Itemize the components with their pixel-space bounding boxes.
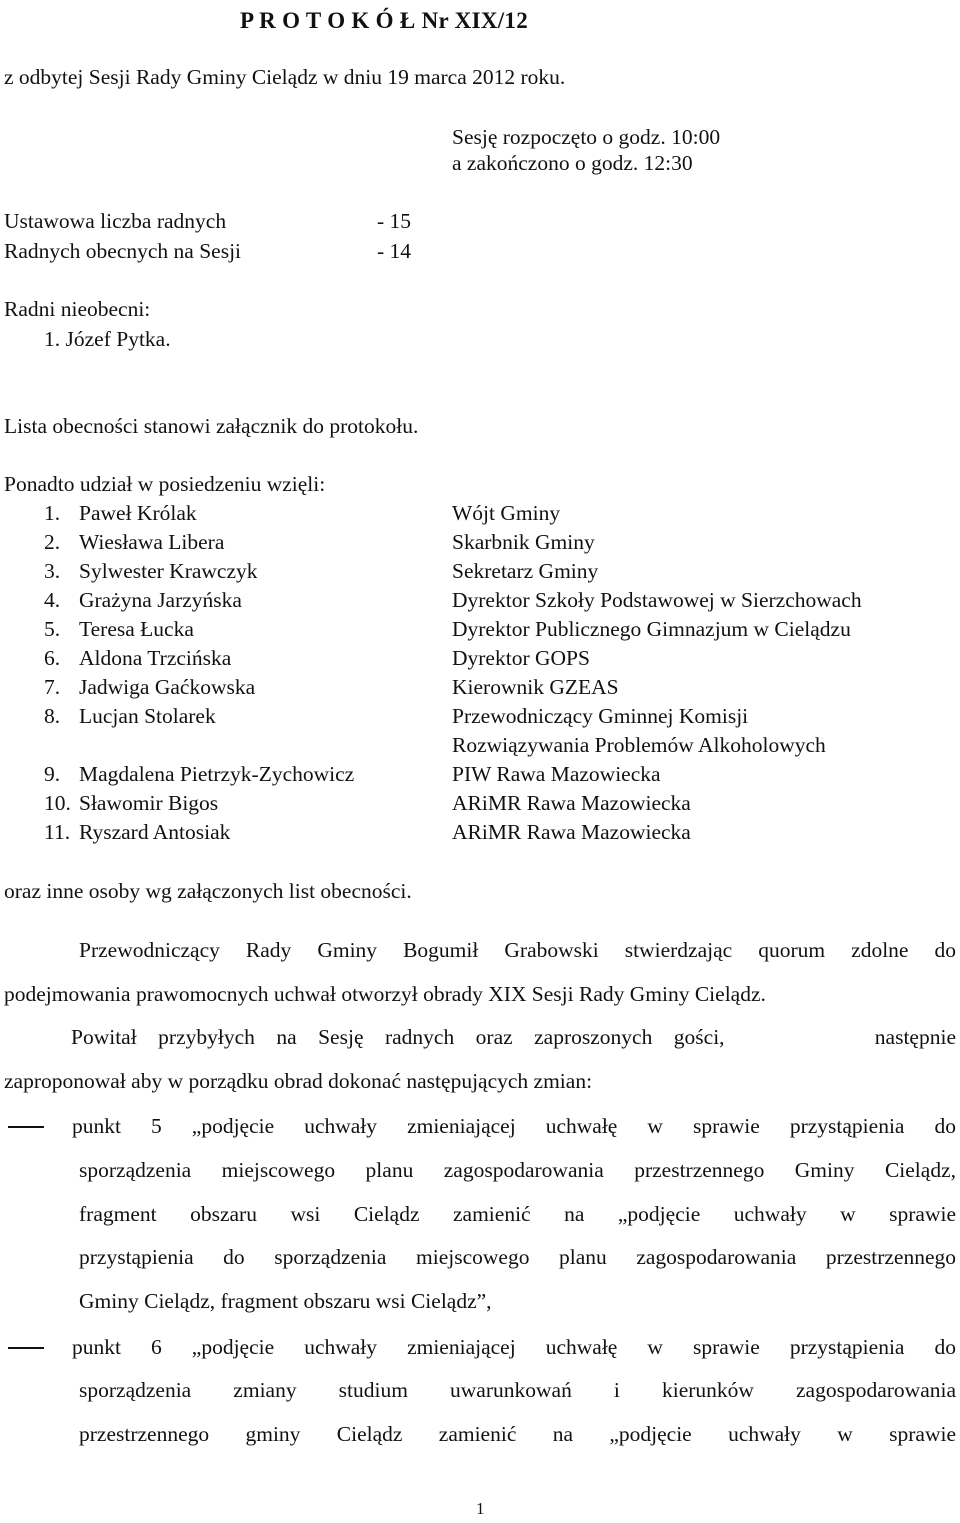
participant-role: ARiMR Rawa Mazowiecka [452,791,691,815]
participant-name: Teresa Łucka [79,617,194,641]
participant-name: Ryszard Antosiak [79,820,231,844]
participant-name: Aldona Trzcińska [79,646,232,670]
paragraph-opening-line: Przewodniczący Rady Gminy Bogumił Grabowski stwierdzając quorum zdolne do [79,938,956,962]
participant-number: 2. [44,530,61,554]
participant-role: ARiMR Rawa Mazowiecka [452,820,691,844]
present-count-label: Radnych obecnych na Sesji [4,239,242,263]
bullet-line: punkt 6 „podjęcie uchwały zmieniającej uchwałę w sprawie przystąpienia do [72,1335,956,1359]
bullet-line: punkt 5 „podjęcie uchwały zmieniającej uchwałę w sprawie przystąpienia do [72,1114,956,1138]
bullet-dash [8,1347,44,1349]
participant-name: Wiesława Libera [79,530,225,554]
attendance-note: Lista obecności stanowi załącznik do protokołu. [4,414,419,438]
participant-number: 4. [44,588,61,612]
participant-role: PIW Rawa Mazowiecka [452,762,661,786]
page-number: 1 [476,1499,485,1518]
participant-name: Magdalena Pietrzyk-Zychowicz [79,762,355,786]
participant-name: Sylwester Krawczyk [79,559,258,583]
session-line: z odbytej Sesji Rady Gminy Cielądz w dniu 19 marca 2012 roku. [4,65,566,89]
participant-number: 3. [44,559,61,583]
statutory-count-label: Ustawowa liczba radnych [4,209,227,233]
statutory-count-value: - 15 [377,209,412,233]
participant-name: Jadwiga Gaćkowska [79,675,256,699]
start-time: Sesję rozpoczęto o godz. 10:00 [452,125,721,149]
bullet-line: sporządzenia miejscowego planu zagospodarowania przestrzennego Gminy Cielądz, [79,1158,956,1182]
bullet-dash [8,1126,44,1128]
participants-label: Ponadto udział w posiedzeniu wzięli: [4,472,326,496]
participant-name: Grażyna Jarzyńska [79,588,242,612]
participant-number: 10. [44,791,71,815]
bullet-line: fragment obszaru wsi Cielądz zamienić na „podjęcie uchwały w sprawie [79,1202,956,1226]
participant-role: Dyrektor GOPS [452,646,590,670]
participant-role: Wójt Gminy [452,501,561,525]
paragraph-welcome-line: Powitał przybyłych na Sesję radnych oraz zaproszonych gości, następnie [71,1025,956,1049]
absent-label: Radni nieobecni: [4,297,151,321]
present-count-value: - 14 [377,239,412,263]
participant-role: Kierownik GZEAS [452,675,619,699]
participant-role: Dyrektor Szkoły Podstawowej w Sierzchowach [452,588,862,612]
paragraph-welcome-line: zaproponował aby w porządku obrad dokonać następujących zmian: [4,1069,593,1093]
bullet-line: przystąpienia do sporządzenia miejscowego planu zagospodarowania przestrzennego [79,1245,956,1269]
bullet-line: przestrzennego gminy Cielądz zamienić na „podjęcie uchwały w sprawie [79,1422,956,1446]
participant-role: Dyrektor Publicznego Gimnazjum w Cielądzu [452,617,851,641]
participant-number: 1. [44,501,61,525]
participant-number: 9. [44,762,61,786]
participant-number: 11. [44,820,71,844]
participant-role: Sekretarz Gminy [452,559,599,583]
participant-name: Paweł Królak [79,501,197,525]
absent-item: 1. Józef Pytka. [44,327,171,351]
bullet-line: Gminy Cielądz, fragment obszaru wsi Cielądz”, [79,1289,492,1313]
participant-number: 7. [44,675,61,699]
participant-number: 6. [44,646,61,670]
other-participants-note: oraz inne osoby wg załączonych list obecności. [4,879,412,903]
participant-name: Sławomir Bigos [79,791,219,815]
participant-role: Skarbnik Gminy [452,530,595,554]
bullet-line: sporządzenia zmiany studium uwarunkowań i kierunków zagospodarowania [79,1378,956,1402]
participant-role: Przewodniczący Gminnej Komisji [452,704,749,728]
participant-name: Lucjan Stolarek [79,704,216,728]
end-time: a zakończono o godz. 12:30 [452,151,693,175]
document-title: P R O T O K Ó Ł Nr XIX/12 [240,8,529,33]
participant-role-continuation: Rozwiązywania Problemów Alkoholowych [452,733,826,757]
participant-number: 5. [44,617,61,641]
paragraph-opening-line: podejmowania prawomocnych uchwał otworzył obrady XIX Sesji Rady Gminy Cielądz. [4,982,766,1006]
participant-number: 8. [44,704,61,728]
